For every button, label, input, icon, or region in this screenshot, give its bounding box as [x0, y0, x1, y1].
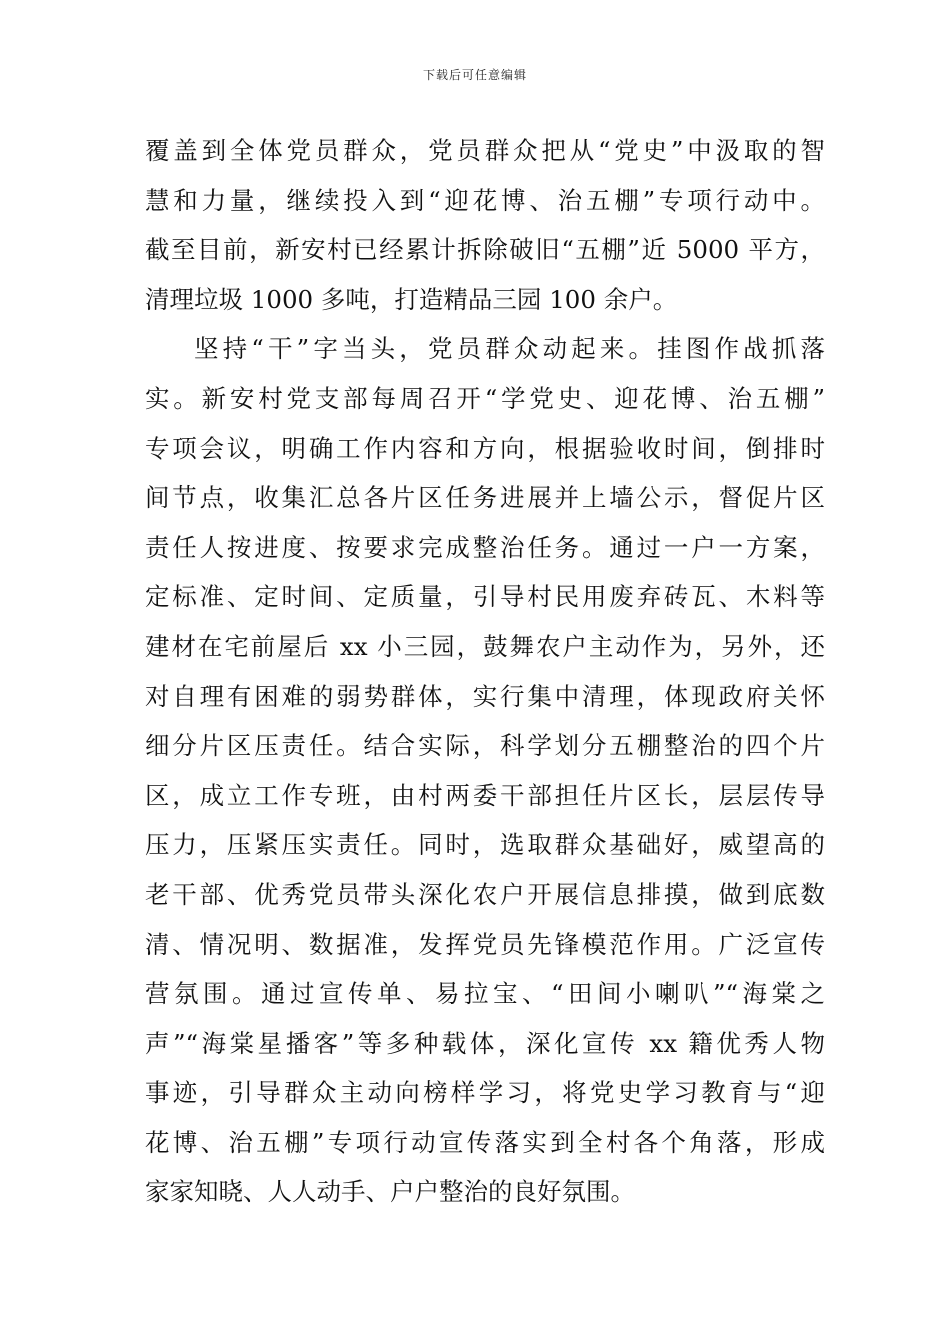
text-line: 间节点，收集汇总各片区任务进展并上墙公示，督促片区: [145, 483, 825, 513]
text-line: 声”“海棠星播客”等多种载体，深化宣传 xx 籍优秀人物: [145, 1028, 825, 1058]
text-line: 区，成立工作专班，由村两委干部担任片区长，层层传导: [145, 780, 825, 810]
text-line: 覆盖到全体党员群众，党员群众把从“党史”中汲取的智: [145, 136, 825, 165]
text-line: 家家知晓、人人动手、户户整治的良好氛围。: [145, 1177, 635, 1207]
text-line: 实。新安村党支部每周召开“学党史、迎花博、治五棚”: [145, 383, 825, 413]
text-line: 对自理有困难的弱势群体，实行集中清理，体现政府关怀: [145, 681, 825, 711]
text-line: 清理垃圾 1000 多吨，打造精品三园 100 余户。: [145, 284, 678, 314]
text-line: 定标准、定时间、定质量，引导村民用废弃砖瓦、木料等: [145, 582, 825, 612]
text-line: 建材在宅前屋后 xx 小三园，鼓舞农户主动作为，另外，还: [145, 631, 825, 661]
text-line: 老干部、优秀党员带头深化农户开展信息排摸，做到底数: [145, 879, 825, 909]
text-line: 责任人按进度、按要求完成整治任务。通过一户一方案，: [145, 532, 825, 562]
text-line: 慧和力量，继续投入到“迎花博、治五棚”专项行动中。: [145, 185, 825, 215]
document-body: [145, 126, 825, 1217]
text-line: 截至目前，新安村已经累计拆除破旧“五棚”近 5000 平方，: [145, 235, 825, 265]
text-line: 专项会议，明确工作内容和方向，根据验收时间，倒排时: [145, 433, 825, 463]
text-line: 细分片区压责任。结合实际，科学划分五棚整治的四个片: [145, 731, 825, 761]
text-line: 花博、治五棚”专项行动宣传落实到全村各个角落，形成: [145, 1127, 825, 1157]
text-line: 压力，压紧压实责任。同时，选取群众基础好，威望高的: [145, 830, 825, 860]
paragraph-first-line: 坚持“干”字当头，党员群众动起来。挂图作战抓落: [194, 334, 825, 364]
page-header: 下载后可任意编辑: [422, 68, 527, 82]
text-line: 营氛围。通过宣传单、易拉宝、“田间小喇叭”“海棠之: [145, 979, 825, 1009]
text-line: 清、情况明、数据准，发挥党员先锋模范作用。广泛宣传: [145, 929, 825, 959]
text-line: 事迹，引导群众主动向榜样学习，将党史学习教育与“迎: [145, 1078, 825, 1108]
